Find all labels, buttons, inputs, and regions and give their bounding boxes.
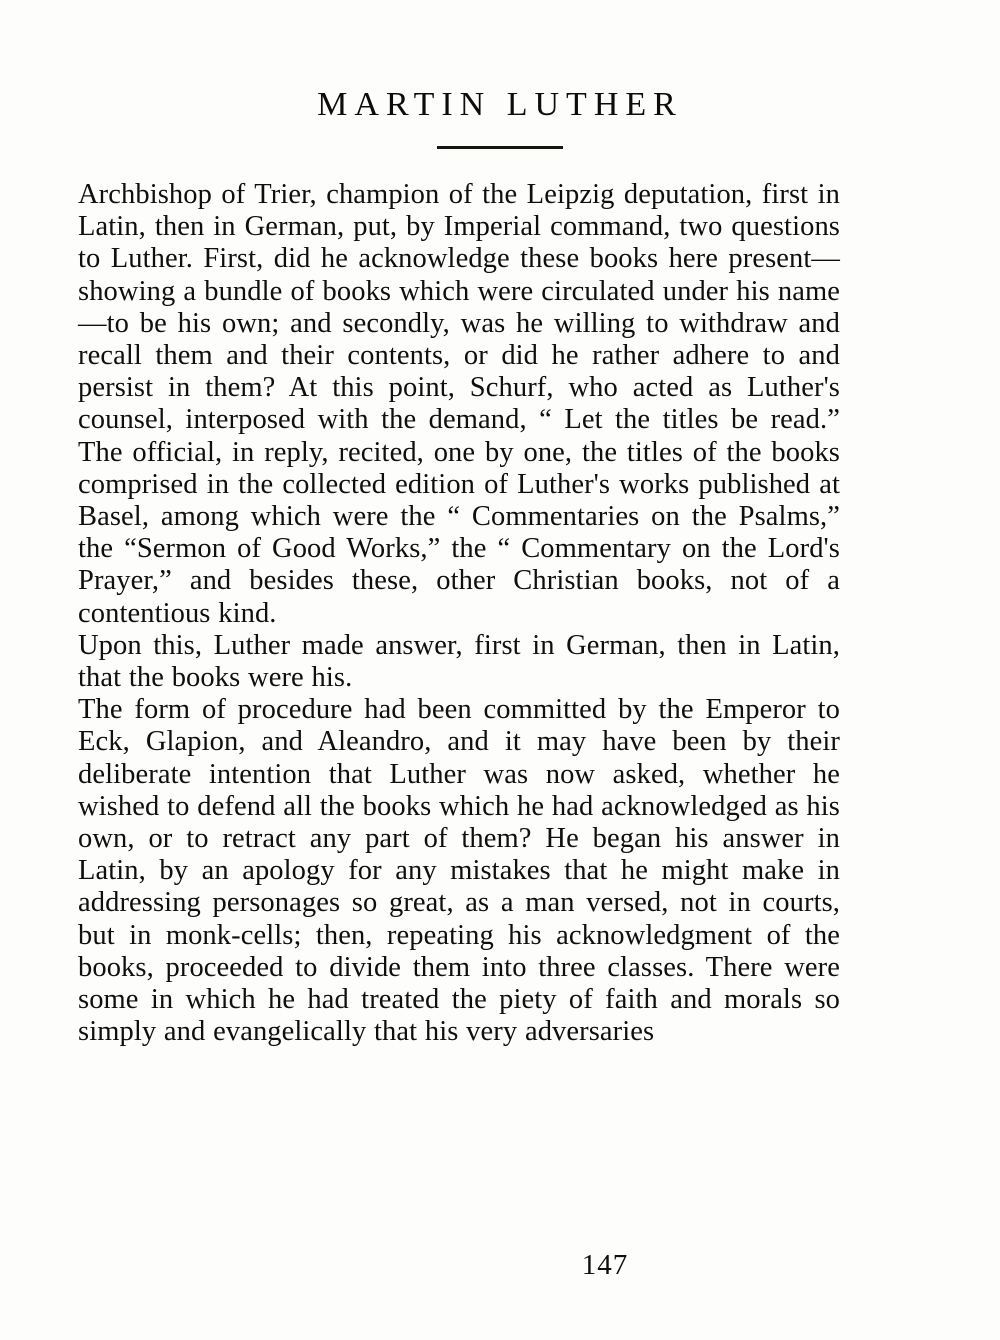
paragraph: Upon this, Luther made answer, first in German, then in Latin, that the books were his. bbox=[78, 629, 840, 694]
page-title: MARTIN LUTHER bbox=[317, 86, 683, 123]
paragraph: Archbishop of Trier, champion of the Leipzig deputation, first in Latin, then in German, put, by Imperial command, two questions to Luther. First, did he acknowledge these books here present—showing a bundle of books which were circulated under his name—to be his own; and secondly, was he willing to withdraw and recall them and their contents, or did he rather adhere to and persist in them? At this point, Schurf, who acted as Luther's counsel, interposed with the demand, “ Let the titles be read.” The official, in reply, recited, one by one, the titles of the books comprised in the collected edition of Luther's works published at Basel, among which were the “ Commentaries on the Psalms,” the “Sermon of Good Works,” the “ Commentary on the Lord's Prayer,” and besides these, other Christian books, not of a contentious kind. bbox=[78, 179, 840, 629]
body-text-block bbox=[78, 179, 840, 1048]
title-divider bbox=[437, 146, 563, 149]
page-number: 147 bbox=[581, 1249, 629, 1281]
paragraph: The form of procedure had been committed by the Emperor to Eck, Glapion, and Aleandro, and it may have been by their deliberate intention that Luther was now asked, whether he wished to defend all the books which he had acknowledged as his own, or to retract any part of them? He began his answer in Latin, by an apology for any mistakes that he might make in addressing personages so great, as a man versed, not in courts, but in monk-cells; then, repeating his acknowledgment of the books, proceeded to divide them into three classes. There were some in which he had treated the piety of faith and morals so simply and evangelically that his very adversaries bbox=[78, 694, 840, 1048]
